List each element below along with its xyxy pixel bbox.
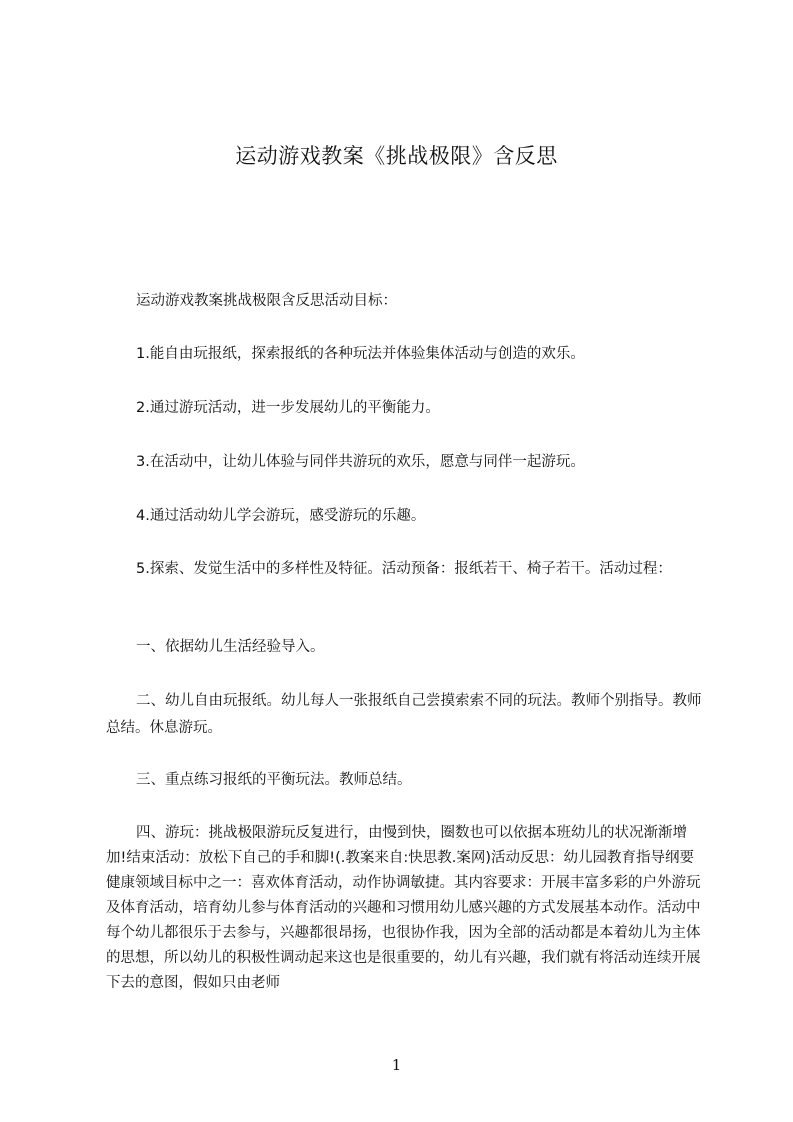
paragraph-goal-1: 1.能自由玩报纸，探索报纸的各种玩法并体验集体活动与创造的欢乐。 <box>136 346 585 362</box>
paragraph-step-3: 三、重点练习报纸的平衡玩法。教师总结。 <box>136 772 412 788</box>
paragraph-goal-5: 5.探索、发觉生活中的多样性及特征。活动预备：报纸若干、椅子若干。活动过程： <box>136 561 672 577</box>
paragraph-intro: 运动游戏教案挑战极限含反思活动目标： <box>136 293 397 309</box>
paragraph-step-1: 一、依据幼儿生活经验导入。 <box>136 639 325 655</box>
document-title: 运动游戏教案《挑战极限》含反思 <box>235 144 558 168</box>
paragraph-goal-2: 2.通过游玩活动，进一步发展幼儿的平衡能力。 <box>136 400 440 416</box>
page-number: 1 <box>391 1056 402 1074</box>
paragraph-goal-4: 4.通过活动幼儿学会游玩，感受游玩的乐趣。 <box>136 508 426 524</box>
paragraph-step-2: 二、幼儿自由玩报纸。幼儿每人一张报纸自己尝摸索索不同的玩法。教师个别指导。教师总结。休息游玩。 <box>106 693 702 736</box>
paragraph-step-4-reflection: 四、游玩：挑战极限游玩反复进行，由慢到快，圈数也可以依据本班幼儿的状况渐渐增加!结束活动：放松下自己的手和脚!(.教案来自:快思教.案网)活动反思：幼儿园教育指导纲要健康领域目标中之一：喜欢体育活动，动作协调敏捷。其内容要求：开展丰富多彩的户外游玩及体育活动，培育幼儿参与体育活动的兴趣和习惯用幼儿感兴趣的方式发展基本动作。活动中每个幼儿都很乐于去参与，兴趣都很昂扬，也很协作我，因为全部的活动都是本着幼儿为主体的思想，所以幼儿的积极性调动起来这也是很重要的，幼儿有兴趣，我们就有将活动连续开展下去的意图，假如只由老师 <box>106 825 701 991</box>
paragraph-goal-3: 3.在活动中，让幼儿体验与同伴共游玩的欢乐，愿意与同伴一起游玩。 <box>136 454 585 470</box>
